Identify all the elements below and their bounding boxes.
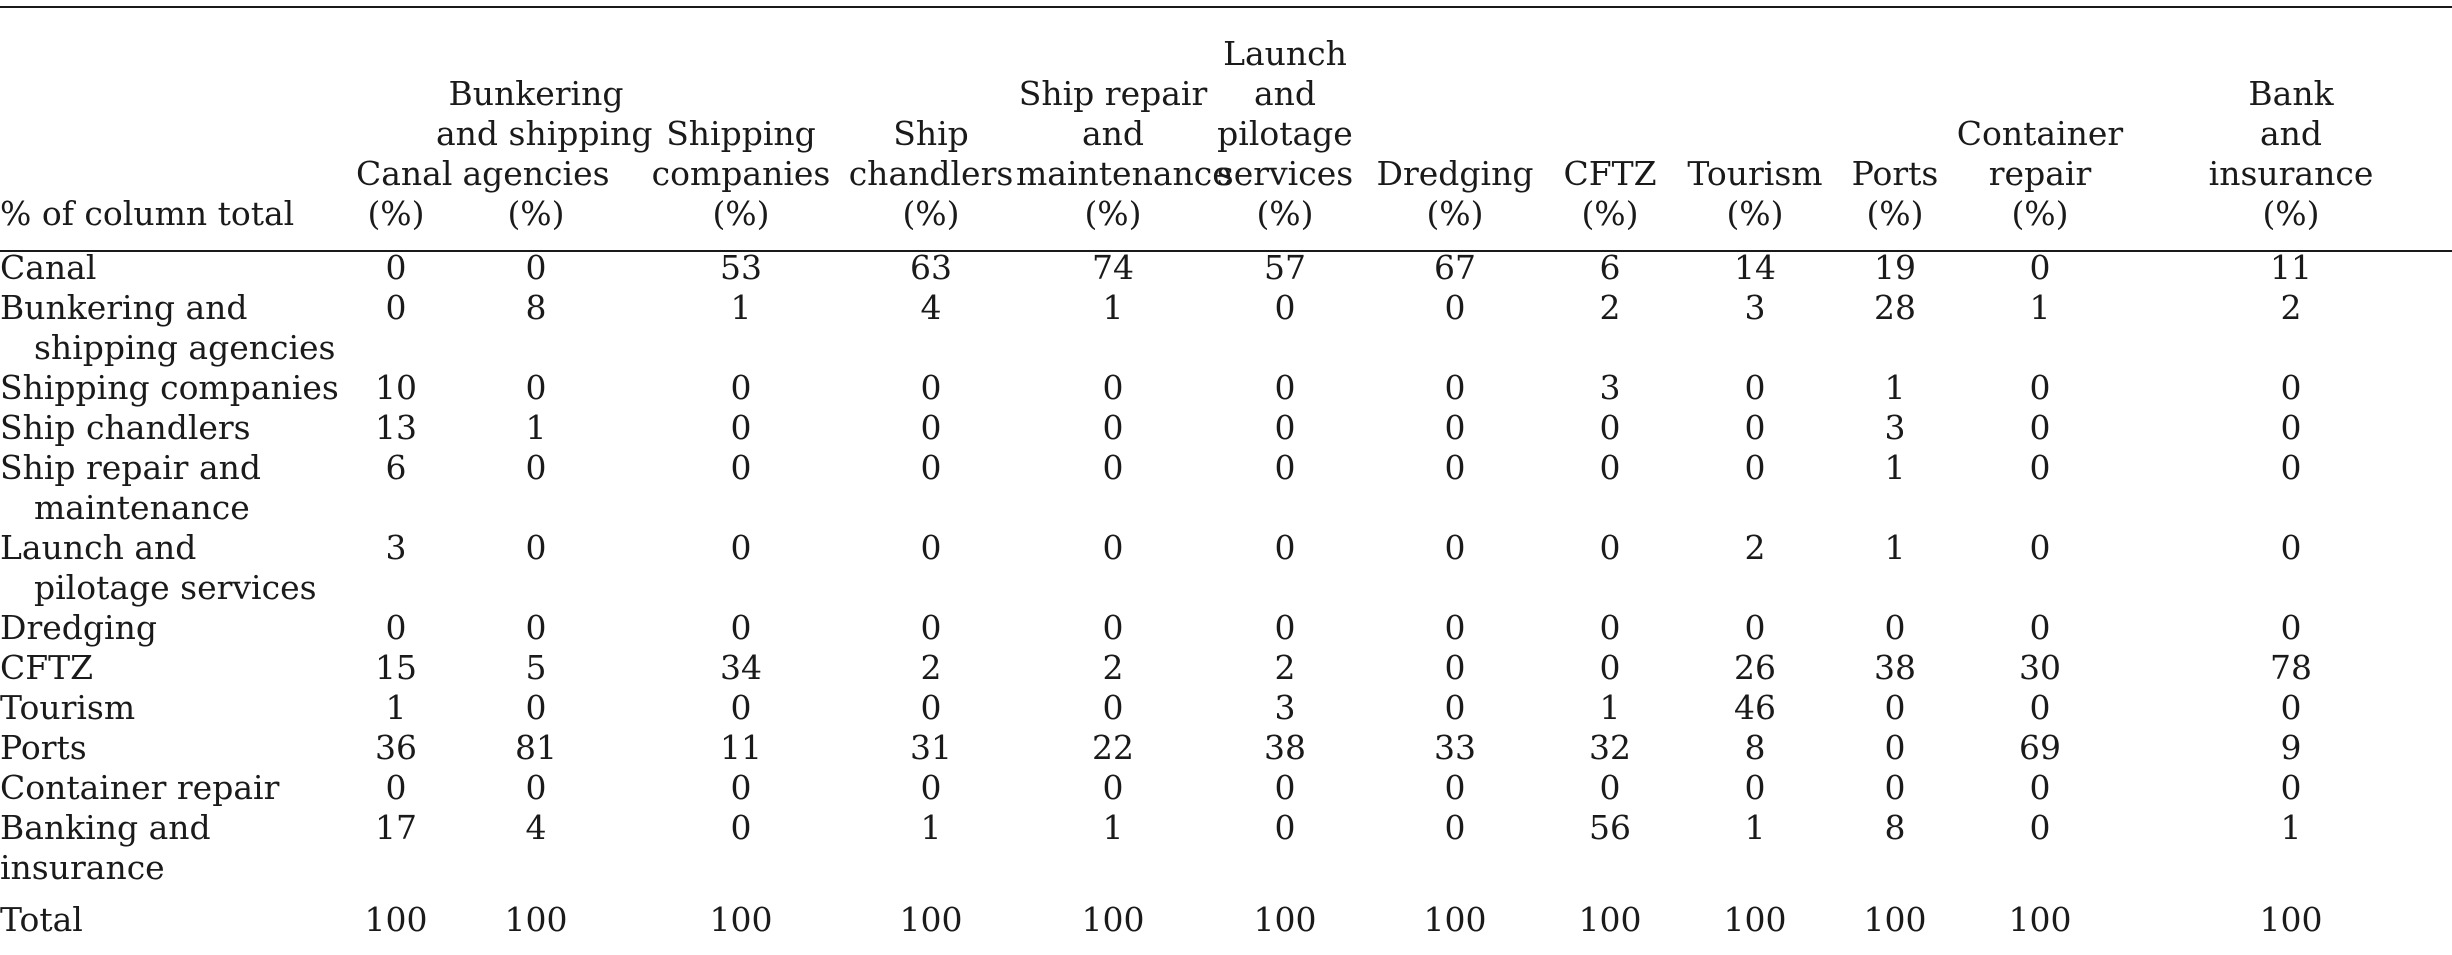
table-cell: 0 <box>1744 448 1766 487</box>
column-header-line: and <box>2259 114 2323 153</box>
total-cell: 100 <box>2259 900 2323 939</box>
table-cell: 0 <box>1599 648 1621 687</box>
table-cell: 0 <box>730 528 752 567</box>
table-cell: 2 <box>1744 528 1766 567</box>
table-cell: 0 <box>730 368 752 407</box>
row-label <box>0 608 356 648</box>
table-row <box>0 368 2452 408</box>
column-header-line: (%) <box>1426 194 1484 233</box>
table-cell: 11 <box>720 728 762 767</box>
table-cell: 11 <box>2270 248 2312 287</box>
column-header <box>1360 6 1550 248</box>
column-header <box>356 6 453 248</box>
table-cell: 15 <box>375 648 417 687</box>
row-label-line: Container repair <box>0 768 280 807</box>
table-cell: 0 <box>1102 448 1124 487</box>
table-cell: 1 <box>525 408 547 447</box>
column-header-line: agencies <box>462 154 610 193</box>
table-cell: 0 <box>1884 768 1906 807</box>
table-cell: 0 <box>1444 768 1466 807</box>
table-cell: 0 <box>920 528 942 567</box>
row-label <box>0 688 356 728</box>
table-cell: 0 <box>2029 528 2051 567</box>
row-label-line: Banking and insurance <box>0 808 211 887</box>
table-cell: 0 <box>1599 608 1621 647</box>
column-header-line: Launch <box>1223 34 1347 73</box>
table-cell: 0 <box>730 608 752 647</box>
table-cell: 4 <box>525 808 547 847</box>
table-cell: 2 <box>1599 288 1621 327</box>
column-header-line: (%) <box>1866 194 1924 233</box>
table-cell: 0 <box>1744 408 1766 447</box>
column-header-line: (%) <box>1726 194 1784 233</box>
table-row <box>0 448 2452 528</box>
table-cell: 0 <box>2280 448 2302 487</box>
column-header-line: Ship repair <box>1018 74 1208 113</box>
table-cell: 0 <box>525 688 547 727</box>
table-cell: 0 <box>2029 768 2051 807</box>
total-cell: 100 <box>1253 900 1317 939</box>
table-cell: 63 <box>910 248 952 287</box>
table-cell: 0 <box>1444 408 1466 447</box>
table-cell: 3 <box>1884 408 1906 447</box>
column-header-line: pilotage <box>1217 114 1353 153</box>
table-cell: 0 <box>2029 408 2051 447</box>
table-cell: 0 <box>1884 608 1906 647</box>
table-cell: 0 <box>1444 808 1466 847</box>
table-cell: 0 <box>920 448 942 487</box>
column-header <box>1840 6 1950 248</box>
table-row <box>0 528 2452 608</box>
table-cell: 9 <box>2280 728 2302 767</box>
table-cell: 0 <box>385 608 407 647</box>
total-cell: 100 <box>2008 900 2072 939</box>
table-cell: 5 <box>525 648 547 687</box>
column-header <box>1210 6 1360 248</box>
column-header <box>1670 6 1840 248</box>
table-cell: 0 <box>920 368 942 407</box>
table-cell: 0 <box>1444 288 1466 327</box>
column-header <box>1016 6 1232 248</box>
column-header-line: and <box>1081 114 1145 153</box>
table-cell: 31 <box>910 728 952 767</box>
table-body <box>0 248 2452 940</box>
column-header-line: CFTZ <box>1563 154 1657 193</box>
column-header-line: companies <box>651 154 831 193</box>
table-cell: 36 <box>375 728 417 767</box>
table-cell: 0 <box>525 608 547 647</box>
table-cell: 3 <box>1599 368 1621 407</box>
column-header-line: (%) <box>2011 194 2069 233</box>
table-cell: 0 <box>1744 368 1766 407</box>
table-cell: 3 <box>1744 288 1766 327</box>
total-label: Total <box>0 900 83 939</box>
total-cell: 100 <box>364 900 428 939</box>
table-cell: 26 <box>1734 648 1776 687</box>
column-header-line: Container <box>1956 114 2124 153</box>
table-cell: 0 <box>1274 528 1296 567</box>
table-cell: 0 <box>2280 688 2302 727</box>
row-label-line: CFTZ <box>0 648 94 687</box>
table-cell: 4 <box>920 288 942 327</box>
total-cell: 100 <box>1423 900 1487 939</box>
table-cell: 78 <box>2270 648 2312 687</box>
column-header-line: Ship <box>893 114 969 153</box>
row-label-line: Launch and <box>0 528 197 567</box>
table-cell: 0 <box>1884 688 1906 727</box>
table-cell: 13 <box>375 408 417 447</box>
row-label-line: Ship chandlers <box>0 408 251 447</box>
table-cell: 1 <box>2280 808 2302 847</box>
column-header-line: (%) <box>507 194 565 233</box>
column-header <box>1950 6 2130 248</box>
row-label <box>0 248 356 288</box>
table-cell: 2 <box>920 648 942 687</box>
table-cell: 0 <box>920 608 942 647</box>
table-cell: 1 <box>1599 688 1621 727</box>
table-cell: 1 <box>1744 808 1766 847</box>
table-row <box>0 808 2452 888</box>
table-row <box>0 248 2452 288</box>
table-cell: 0 <box>730 448 752 487</box>
row-label <box>0 288 356 368</box>
table-cell: 53 <box>720 248 762 287</box>
total-cell: 100 <box>1578 900 1642 939</box>
row-label-line: Bunkering and <box>0 288 248 327</box>
table-cell: 0 <box>1274 288 1296 327</box>
table-cell: 1 <box>1102 288 1124 327</box>
stub-header: % of column total <box>0 194 295 233</box>
column-header <box>1550 6 1670 248</box>
row-label <box>0 808 356 888</box>
table-cell: 8 <box>1884 808 1906 847</box>
table-cell: 0 <box>920 688 942 727</box>
table-row <box>0 288 2452 368</box>
table-row <box>0 728 2452 768</box>
table-cell: 1 <box>730 288 752 327</box>
row-label <box>0 368 356 408</box>
table-cell: 0 <box>385 768 407 807</box>
table-header-row <box>0 6 2452 248</box>
row-label-line: Dredging <box>0 608 157 647</box>
column-header-line: (%) <box>1581 194 1639 233</box>
row-label-line: pilotage services <box>34 568 317 607</box>
table-cell: 0 <box>1599 768 1621 807</box>
table-cell: 10 <box>375 368 417 407</box>
table-cell: 14 <box>1734 248 1776 287</box>
table-cell: 0 <box>1444 528 1466 567</box>
row-label-line: shipping agencies <box>34 328 336 367</box>
table-cell: 22 <box>1092 728 1134 767</box>
table-cell: 38 <box>1874 648 1916 687</box>
row-label <box>0 448 356 528</box>
table-cell: 0 <box>1274 808 1296 847</box>
table-cell: 0 <box>730 688 752 727</box>
table-row <box>0 688 2452 728</box>
total-cell: 100 <box>504 900 568 939</box>
table-cell: 38 <box>1264 728 1306 767</box>
column-header-line: insurance <box>2208 154 2374 193</box>
total-cell: 100 <box>1723 900 1787 939</box>
row-label <box>0 648 356 688</box>
total-cell: 100 <box>709 900 773 939</box>
table-cell: 0 <box>1444 368 1466 407</box>
row-label <box>0 768 356 808</box>
table-cell: 74 <box>1092 248 1134 287</box>
table-cell: 0 <box>1884 728 1906 767</box>
table-cell: 0 <box>2029 688 2051 727</box>
table-cell: 0 <box>2280 768 2302 807</box>
column-header-line: Tourism <box>1687 154 1823 193</box>
table-cell: 0 <box>1102 528 1124 567</box>
column-header-line: (%) <box>1256 194 1314 233</box>
table-cell: 1 <box>1884 528 1906 567</box>
table-cell: 0 <box>525 768 547 807</box>
table-cell: 0 <box>2280 608 2302 647</box>
table-row <box>0 608 2452 648</box>
total-cell: 100 <box>1863 900 1927 939</box>
column-header-line: and shipping <box>436 114 653 153</box>
table-cell: 0 <box>1599 448 1621 487</box>
table-cell: 46 <box>1734 688 1776 727</box>
table-cell: 0 <box>1274 448 1296 487</box>
table-cell: 1 <box>1884 368 1906 407</box>
data-table <box>0 6 2452 940</box>
table-cell: 0 <box>1599 528 1621 567</box>
table-cell: 1 <box>2029 288 2051 327</box>
column-header-line: (%) <box>712 194 770 233</box>
column-header-line: Dredging <box>1376 154 1534 193</box>
table-cell: 0 <box>2029 368 2051 407</box>
column-header-line: (%) <box>1084 194 1142 233</box>
table-cell: 0 <box>525 448 547 487</box>
row-label-line: Ports <box>0 728 87 767</box>
table-cell: 8 <box>1744 728 1766 767</box>
column-header-line: (%) <box>2262 194 2320 233</box>
table-cell: 0 <box>525 368 547 407</box>
table-cell: 33 <box>1434 728 1476 767</box>
table-cell: 0 <box>2029 448 2051 487</box>
table-cell: 6 <box>385 448 407 487</box>
total-row <box>0 888 2452 940</box>
table-cell: 0 <box>1102 768 1124 807</box>
table-cell: 69 <box>2019 728 2061 767</box>
column-header-line: and <box>1253 74 1317 113</box>
column-header-line: chandlers <box>848 154 1014 193</box>
table-cell: 30 <box>2019 648 2061 687</box>
table-cell: 19 <box>1874 248 1916 287</box>
table-cell: 0 <box>2280 368 2302 407</box>
table-cell: 0 <box>730 768 752 807</box>
row-label <box>0 408 356 448</box>
table-cell: 0 <box>1444 688 1466 727</box>
row-label-line: Tourism <box>0 688 136 727</box>
row-label-line: maintenance <box>34 488 250 527</box>
row-label <box>0 728 356 768</box>
table-row <box>0 648 2452 688</box>
table-cell: 0 <box>1444 448 1466 487</box>
column-header-line: Ports <box>1851 154 1939 193</box>
table-cell: 0 <box>2280 408 2302 447</box>
column-header-line: Bunkering <box>448 74 624 113</box>
table-cell: 0 <box>1102 688 1124 727</box>
column-header-line: Canal <box>356 154 453 193</box>
table-cell: 0 <box>1102 368 1124 407</box>
column-header-line: (%) <box>367 194 425 233</box>
row-label-line: Ship repair and <box>0 448 262 487</box>
table-cell: 0 <box>1274 408 1296 447</box>
column-header <box>2130 6 2452 248</box>
table-cell: 0 <box>1744 768 1766 807</box>
total-cell: 100 <box>899 900 963 939</box>
table-row <box>0 768 2452 808</box>
column-header <box>846 6 1016 248</box>
table-cell: 8 <box>525 288 547 327</box>
table-cell: 0 <box>730 808 752 847</box>
table-cell: 2 <box>2280 288 2302 327</box>
table-cell: 0 <box>920 408 942 447</box>
table-cell: 34 <box>720 648 762 687</box>
table-cell: 0 <box>1102 608 1124 647</box>
column-header-line: services <box>1216 154 1354 193</box>
column-header-line: maintenance <box>1016 154 1232 193</box>
table-cell: 0 <box>1444 608 1466 647</box>
table-cell: 0 <box>525 248 547 287</box>
column-header-line: Shipping <box>666 114 816 153</box>
table-cell: 0 <box>1102 408 1124 447</box>
total-cell: 100 <box>1081 900 1145 939</box>
column-header-line: repair <box>1988 154 2092 193</box>
table-cell: 6 <box>1599 248 1621 287</box>
table-cell: 2 <box>1102 648 1124 687</box>
table-cell: 0 <box>1274 768 1296 807</box>
table-cell: 0 <box>2029 248 2051 287</box>
row-label <box>0 528 356 608</box>
table-cell: 81 <box>515 728 557 767</box>
table-cell: 0 <box>1274 368 1296 407</box>
table-cell: 2 <box>1274 648 1296 687</box>
table-cell: 0 <box>2280 528 2302 567</box>
table-cell: 1 <box>385 688 407 727</box>
column-header <box>636 6 846 248</box>
row-label-line: Canal <box>0 248 97 287</box>
table-cell: 0 <box>525 528 547 567</box>
table-cell: 67 <box>1434 248 1476 287</box>
table-cell: 0 <box>385 288 407 327</box>
table-cell: 17 <box>375 808 417 847</box>
table-cell: 0 <box>920 768 942 807</box>
table-cell: 0 <box>1744 608 1766 647</box>
column-header-line: (%) <box>902 194 960 233</box>
table-cell: 0 <box>1599 408 1621 447</box>
table-cell: 0 <box>1444 648 1466 687</box>
column-header-line: Bank <box>2248 74 2334 113</box>
table-cell: 0 <box>2029 808 2051 847</box>
column-header <box>436 6 653 248</box>
table-cell: 3 <box>1274 688 1296 727</box>
table-cell: 3 <box>385 528 407 567</box>
table-cell: 57 <box>1264 248 1306 287</box>
table-cell: 0 <box>385 248 407 287</box>
table-row <box>0 408 2452 448</box>
table-cell: 56 <box>1589 808 1631 847</box>
row-label-line: Shipping companies <box>0 368 339 407</box>
table-cell: 0 <box>2029 608 2051 647</box>
table-cell: 1 <box>920 808 942 847</box>
table-cell: 28 <box>1874 288 1916 327</box>
table-cell: 1 <box>1884 448 1906 487</box>
table-cell: 1 <box>1102 808 1124 847</box>
table-cell: 32 <box>1589 728 1631 767</box>
table-cell: 0 <box>730 408 752 447</box>
table-cell: 0 <box>1274 608 1296 647</box>
